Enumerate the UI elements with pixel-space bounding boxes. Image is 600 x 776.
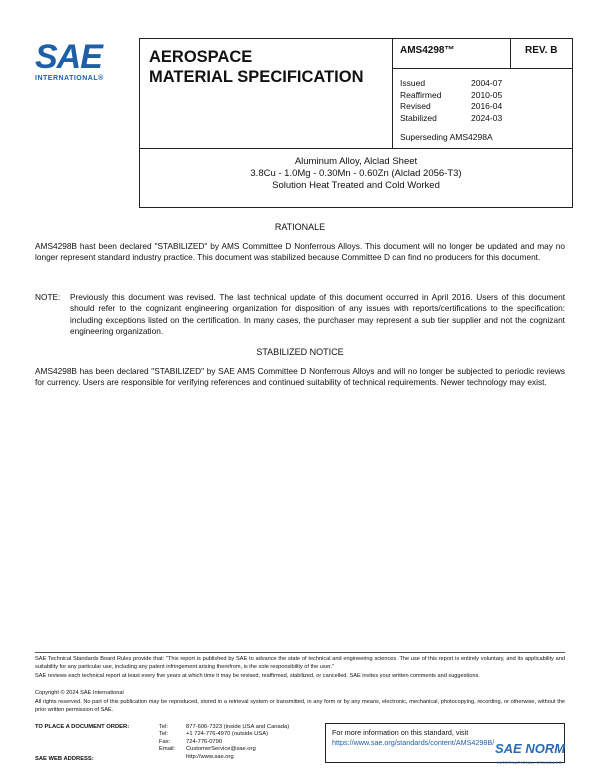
stabilized-body: AMS4298B has been declared "STABILIZED" by SAE AMS Committee D Nonferrous Alloys and will no longer be subjected to periodic reviews for currency. Users are responsible for verifying references and continued suitability of technical requirements. Newer technology may exist. — [35, 366, 565, 388]
standard-link[interactable]: https://www.sae.org/standards/content/AMS4298B/ — [332, 738, 495, 747]
page-title — [149, 47, 364, 87]
date-labels — [400, 78, 441, 124]
date-value: 2024-03 — [471, 112, 503, 123]
contact-label: Fax: — [159, 738, 171, 745]
note-label: NOTE: — [35, 292, 61, 302]
header-divider-vertical — [392, 38, 393, 148]
superseding-note: Superseding AMS4298A — [400, 132, 493, 142]
contact-phone-intl: +1 724-776-4970 (outside USA) — [186, 731, 269, 738]
revision-label: REV. B — [525, 45, 558, 56]
order-label: TO PLACE A DOCUMENT ORDER: — [35, 724, 130, 730]
header-divider-horizontal — [139, 148, 573, 149]
note-body: Previously this document was revised. The last technical update of this document occurred in April 2016. Users of this document should refer to the cognizant engineering organization for disposition of any issues with reports/certifications to the specification: including exceptions listed on the certification. In many cases, the purchaser may represent a sub tier supplier and not the cognizant engineering organization. — [70, 292, 565, 336]
contact-fax: 724-776-0790 — [186, 738, 223, 745]
date-label: Issued — [400, 78, 426, 88]
date-value: 2010-05 — [471, 89, 503, 100]
title-line-2: MATERIAL SPECIFICATION — [149, 68, 364, 86]
rationale-heading: RATIONALE — [274, 222, 326, 232]
date-label: Revised — [400, 101, 431, 111]
logo-subtitle: INTERNATIONAL® — [35, 75, 104, 82]
footer-copyright: Copyright © 2024 SAE International — [35, 690, 124, 696]
footer-rights: All rights reserved. No part of this publication may be reproduced, stored in a retrieval system or transmitted, in any form or by any means, electronic, mechanical, photocopying, recording, or otherwise, without the prior written permission of SAE. — [35, 699, 565, 713]
info-title: For more information on this standard, visit — [332, 728, 469, 737]
revision-divider — [510, 38, 511, 69]
title-line-1: AEROSPACE — [149, 48, 253, 66]
web-address-label: SAE WEB ADDRESS: — [35, 756, 94, 762]
material-description — [139, 156, 573, 192]
sae-logo — [35, 40, 120, 85]
contact-email[interactable]: CustomerService@sae.org — [186, 746, 256, 753]
document-number: AMS4298™ — [400, 45, 455, 56]
date-values — [471, 78, 502, 124]
date-value: 2016-04 — [471, 101, 503, 111]
description-line-3: Solution Heat Treated and Cold Worked — [272, 180, 440, 191]
contact-label: Tel: — [159, 731, 169, 738]
watermark-subtitle: INTERNATIONAL STANDARD — [497, 760, 563, 765]
contact-label: Email: — [159, 746, 176, 753]
rationale-body: AMS4298B hast been declared "STABILIZED" by AMS Committee D Nonferrous Alloys. This document will no longer be updated and may no longer represent standard industry practice. This document was stabilized because Committee D can find no producers for this document. — [35, 241, 565, 263]
description-line-2: 3.8Cu - 1.0Mg - 0.30Mn - 0.60Zn (Alclad 2056-T3) — [250, 168, 462, 179]
doc-number-underline — [392, 68, 573, 69]
footer-rules: SAE Technical Standards Board Rules provide that: "This report is published by SAE to advance the state of technical and engineering sciences. The use of this report is entirely voluntary, and its applicability and suitability for any particular use, including any patent infringement arising therefrom, is the sole responsibility of the user." — [35, 656, 565, 670]
watermark-logo: SAE NORM — [495, 741, 566, 756]
contact-phone-usa: 877-606-7323 (inside USA and Canada) — [186, 724, 290, 730]
date-label: Stabilized — [400, 112, 437, 123]
stabilized-heading: STABILIZED NOTICE — [256, 347, 344, 357]
date-value: 2004-07 — [471, 78, 503, 88]
description-line-1: Aluminum Alloy, Alclad Sheet — [294, 156, 418, 167]
contact-labels — [159, 724, 175, 754]
contact-label: Tel: — [159, 724, 169, 730]
footer-divider — [35, 652, 565, 653]
date-label: Reaffirmed — [400, 89, 442, 100]
web-address-link[interactable]: http://www.sae.org — [186, 753, 234, 760]
contact-values — [186, 724, 289, 761]
footer-review: SAE reviews each technical report at least every five years at which time it may be revised, reaffirmed, stabilized, or cancelled. SAE invites your written comments and suggestions. — [35, 673, 480, 679]
logo-mark: SAE — [35, 38, 102, 76]
